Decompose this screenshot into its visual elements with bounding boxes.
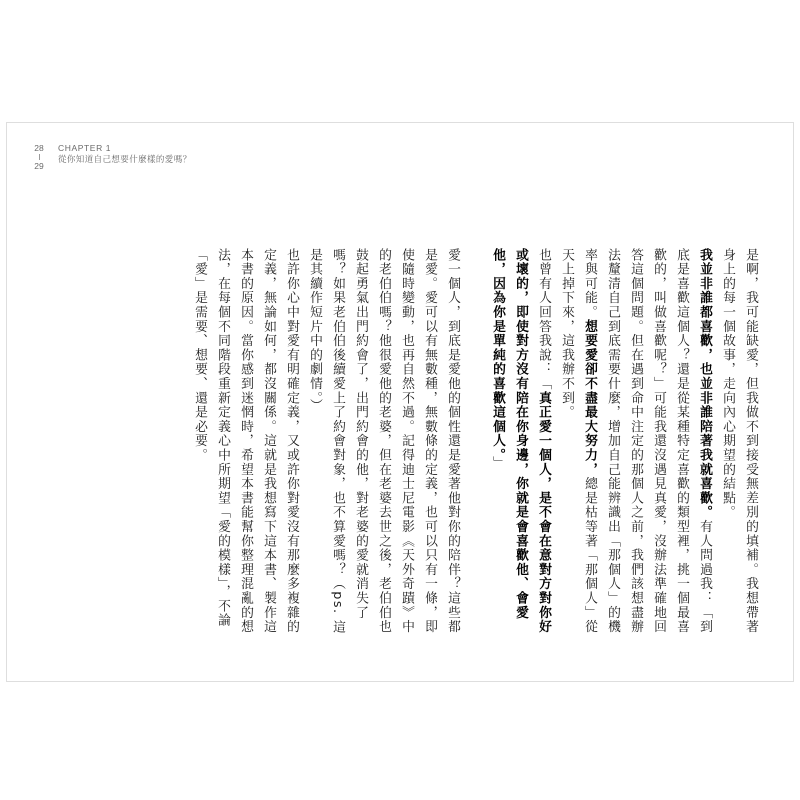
chapter-label: CHAPTER 1 bbox=[58, 143, 112, 153]
right-page-number: 29 bbox=[34, 161, 44, 171]
running-header bbox=[58, 143, 192, 165]
text-run: 」 bbox=[490, 456, 505, 471]
vertical-body-text bbox=[166, 248, 762, 640]
emphasis-text: 我並非誰都喜歡，也並非誰陪著我就喜歡。 bbox=[697, 248, 712, 520]
left-page-number: 28 bbox=[34, 143, 44, 153]
paragraph-2 bbox=[555, 248, 716, 640]
text-run: 愛一個人，到底是愛他的個性還是愛著他對你的陪伴？這些都是愛。愛可以有無數種，無數條的定義，也可以只有一條，即使隨時變動，也再自然不過。記得迪士尼電影《天外奇蹟》中的老伯伯嗎？他很愛他的老婆，但在老婆去世之後，老伯伯也鼓起勇氣出門約會了，出門約會的他，對老婆的愛就消失了嗎？如果老伯伯後續愛上了約會對象，也不算愛嗎？（ps. 這是其續作短片中的劇情。） bbox=[307, 248, 460, 635]
paragraph-4 bbox=[303, 248, 464, 640]
text-run: 是啊，我可能缺愛，但我做不到接受無差別的填補。我想帶著身上的每一個故事，走向內心期望的結點。 bbox=[720, 248, 758, 635]
emphasis-text: 想要愛卻不盡最大努力， bbox=[582, 319, 597, 477]
emphasis-quote: 真正愛一個人，是不會在意對方對你好或壞的，即使對方沒有陪在你身邊，你就是會喜歡他、會愛他，因為你是單純的喜歡這個人。 bbox=[490, 248, 551, 635]
text-run: 總是枯等著「那個人」從天上掉下來，這我辦不到。 bbox=[559, 248, 597, 635]
page-numbers bbox=[32, 143, 46, 171]
text-run: 有人問過我：「到底是喜歡這個人？還是從某種特定喜歡的類型裡，挑一個最喜歡的，叫做喜歡呢？」可能我還沒遇見真愛，沒辦法準確地回答這個問題。但在遇到命中注定的那個人之前，我們該想盡辦法釐清自己到底需要什麼，增加自己能辨識出「那個人」的機率與可能。 bbox=[582, 248, 712, 635]
page-number-divider bbox=[39, 154, 40, 160]
paragraph-1 bbox=[716, 248, 762, 640]
text-run: 也許你心中對愛有明確定義，又或許你對愛沒有那麼多複雜的定義，無論如何，都沒關係。這就是我想寫下這本書、製作這本書的原因。當你感到迷惘時，希望本書能幫你整理混亂的想法，在每個不同階段重新定義心中所期望「愛的模樣」，不論「愛」是需要、想要、還是必要。 bbox=[192, 248, 299, 635]
paragraph-5 bbox=[188, 248, 303, 640]
chapter-subtitle: 從你知道自己想要什麼樣的愛嗎？ bbox=[58, 154, 192, 164]
text-run: 也曾有人回答我說：「 bbox=[536, 248, 551, 391]
paragraph-3 bbox=[486, 248, 555, 640]
